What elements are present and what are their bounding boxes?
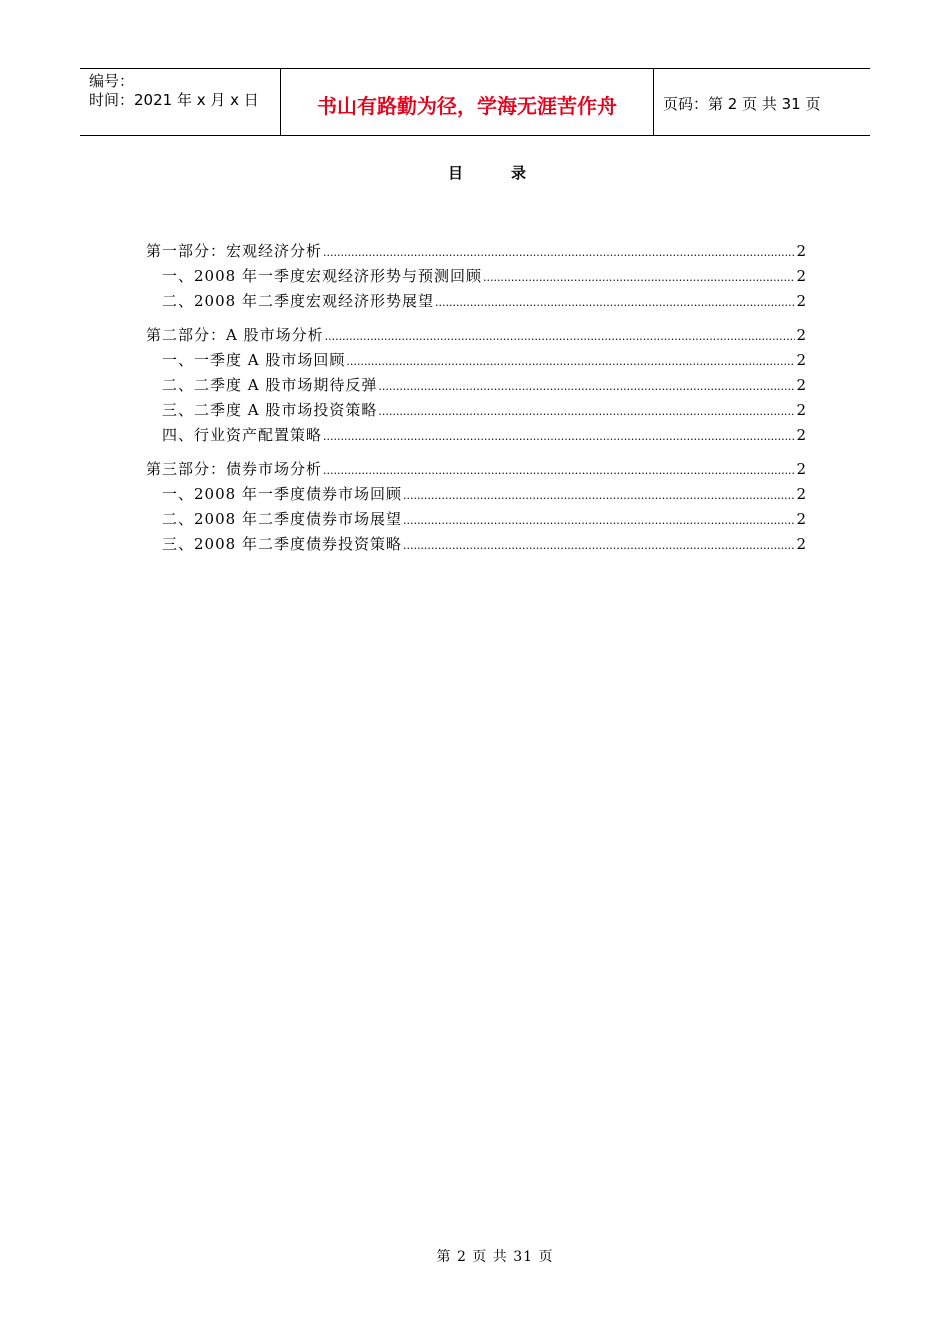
toc-entry[interactable] bbox=[146, 508, 806, 533]
toc-leader-dots bbox=[378, 405, 795, 418]
toc-entry-label: 二、二季度 A 股市场期待反弹 bbox=[162, 376, 378, 394]
toc-leader-dots bbox=[323, 430, 795, 443]
toc-entry-label: 二、2008 年二季度债券市场展望 bbox=[162, 510, 402, 528]
toc-leader-dots bbox=[435, 296, 795, 309]
number-label: 编号： bbox=[89, 72, 135, 90]
toc-entry-page: 2 bbox=[796, 401, 806, 419]
toc-entry-label: 一、2008 年一季度宏观经济形势与预测回顾 bbox=[162, 267, 482, 285]
toc-entry[interactable] bbox=[146, 240, 806, 265]
toc-entry[interactable] bbox=[146, 399, 806, 424]
toc-entry-label: 第三部分：债券市场分析 bbox=[146, 460, 323, 478]
toc-leader-dots bbox=[325, 330, 795, 343]
header-motto: 书山有路勤为径，学海无涯苦作舟 bbox=[281, 69, 654, 135]
toc-entry[interactable] bbox=[146, 324, 806, 349]
toc-entry[interactable] bbox=[146, 483, 806, 508]
table-of-contents bbox=[146, 240, 806, 558]
header-meta-cell bbox=[80, 69, 281, 135]
toc-entry[interactable] bbox=[146, 265, 806, 290]
toc-leader-dots bbox=[403, 514, 795, 527]
toc-entry-page: 2 bbox=[796, 535, 806, 553]
toc-entry-page: 2 bbox=[796, 460, 806, 478]
toc-entry-page: 2 bbox=[796, 351, 806, 369]
page-header bbox=[80, 68, 870, 136]
toc-leader-dots bbox=[483, 271, 795, 284]
toc-leader-dots bbox=[323, 464, 795, 477]
toc-entry[interactable] bbox=[146, 424, 806, 449]
toc-entry-label: 一、2008 年一季度债券市场回顾 bbox=[162, 485, 402, 503]
toc-leader-dots bbox=[403, 539, 795, 552]
toc-entry[interactable] bbox=[146, 349, 806, 374]
toc-entry[interactable] bbox=[146, 458, 806, 483]
toc-entry-page: 2 bbox=[796, 267, 806, 285]
toc-entry[interactable] bbox=[146, 290, 806, 315]
toc-leader-dots bbox=[323, 246, 795, 259]
date-label: 时间：2021 年 x 月 x 日 bbox=[89, 91, 259, 109]
toc-leader-dots bbox=[378, 380, 795, 393]
toc-entry-page: 2 bbox=[796, 326, 806, 344]
toc-entry-label: 二、2008 年二季度宏观经济形势展望 bbox=[162, 292, 434, 310]
toc-entry[interactable] bbox=[146, 533, 806, 558]
toc-title: 目录 bbox=[448, 164, 575, 182]
toc-entry-label: 四、行业资产配置策略 bbox=[162, 426, 323, 444]
toc-entry-label: 一、一季度 A 股市场回顾 bbox=[162, 351, 346, 369]
toc-entry[interactable] bbox=[146, 374, 806, 399]
header-page-label: 页码：第 2 页 共 31 页 bbox=[663, 94, 821, 113]
toc-entry-label: 三、二季度 A 股市场投资策略 bbox=[162, 401, 378, 419]
toc-entry-page: 2 bbox=[796, 376, 806, 394]
toc-entry-label: 三、2008 年二季度债券投资策略 bbox=[162, 535, 402, 553]
toc-leader-dots bbox=[346, 355, 795, 368]
page-footer: 第 2 页 共 31 页 bbox=[436, 1249, 554, 1265]
toc-entry-page: 2 bbox=[796, 426, 806, 444]
toc-entry-label: 第一部分：宏观经济分析 bbox=[146, 242, 323, 260]
toc-entry-page: 2 bbox=[796, 242, 806, 260]
toc-entry-page: 2 bbox=[796, 510, 806, 528]
toc-leader-dots bbox=[403, 489, 795, 502]
toc-entry-page: 2 bbox=[796, 485, 806, 503]
toc-entry-page: 2 bbox=[796, 292, 806, 310]
toc-entry-label: 第二部分：A 股市场分析 bbox=[146, 326, 324, 344]
